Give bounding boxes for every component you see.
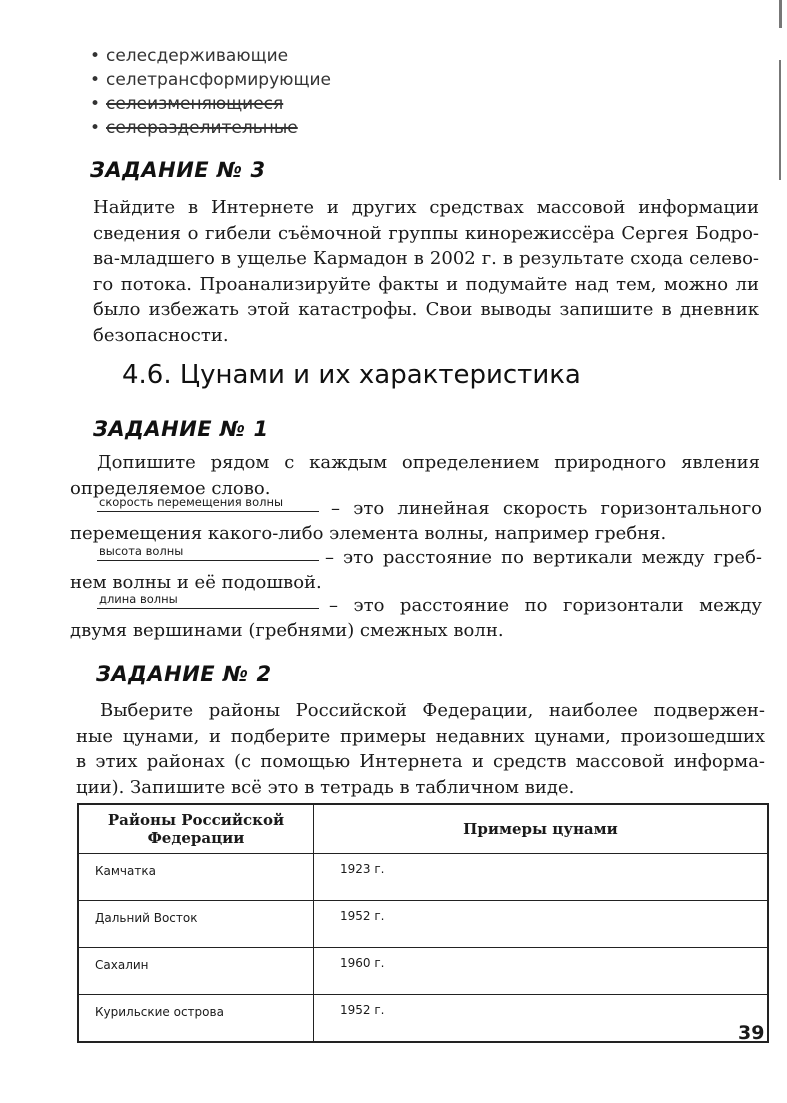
- scan-edge-mark: [779, 60, 781, 180]
- text-line: сведения о гибели съёмочной группы кинорежиссёра Сергея Бодро-: [93, 222, 759, 244]
- text-line: Выберите районы Российской Федерации, наиболее подвержен-: [100, 700, 765, 721]
- definition-continuation: перемещения какого-либо элемента волны, например гребня.: [70, 523, 667, 544]
- region-cell: Курильские острова: [78, 995, 314, 1043]
- tsunami-table: [77, 803, 769, 1043]
- answer-text: скорость перемещения волны: [99, 495, 284, 509]
- list-item-text: селетрансформирующие: [106, 70, 331, 90]
- text-line: Допишите рядом с каждым определением природного явления: [97, 452, 760, 473]
- text-line: ва-младшего в ущелье Кармадон в 2002 г. в результате схода селево-: [93, 248, 759, 269]
- text-line: Найдите в Интернете и других средствах массовой информации: [93, 197, 759, 218]
- text-line: ные цунами, и подберите примеры недавних цунами, произошедших: [76, 725, 765, 747]
- task1-intro: [70, 450, 760, 501]
- task2-heading: ЗАДАНИЕ № 2: [96, 662, 272, 686]
- definition-text: – это расстояние по вертикали между греб-: [325, 547, 762, 568]
- region-cell: Дальний Восток: [78, 901, 314, 948]
- task1-heading: ЗАДАНИЕ № 1: [93, 417, 269, 441]
- definition-continuation: нем волны и её подошвой.: [70, 572, 322, 593]
- list-item-text: селеразделительные: [106, 118, 298, 138]
- page-number: 39: [738, 1022, 765, 1044]
- definition-text: – это расстояние по горизонтали между: [329, 595, 762, 616]
- example-cell: 1952 г.: [314, 995, 769, 1043]
- column-header: Районы Российской Федерации: [78, 804, 314, 854]
- table-row: [78, 995, 768, 1043]
- text-line: безопасности.: [93, 324, 229, 346]
- text-line: го потока. Проанализируйте факты и подумайте над тем, можно ли: [93, 273, 759, 295]
- region-cell: Сахалин: [78, 948, 314, 995]
- example-cell: 1952 г.: [314, 901, 769, 948]
- definition-text: – это линейная скорость горизонтального: [331, 498, 762, 519]
- definition-continuation: двумя вершинами (гребнями) смежных волн.: [70, 620, 504, 641]
- answer-text: длина волны: [99, 592, 178, 606]
- table-row: [78, 854, 768, 901]
- definition-row: [97, 497, 762, 521]
- text-line: было избежать этой катастрофы. Свои выводы запишите в дневник: [93, 299, 759, 320]
- text-line: в этих районах (с помощью Интернета и средств массовой информа-: [76, 751, 765, 772]
- mudflow-structure-list: [90, 44, 331, 140]
- answer-field[interactable]: [97, 594, 319, 609]
- text-line: ции). Запишите всё это в тетрадь в табличном виде.: [76, 776, 575, 798]
- table-row: [78, 948, 768, 995]
- list-item: • селетрансформирующие: [90, 70, 331, 90]
- table-row: [78, 901, 768, 948]
- region-cell: Камчатка: [78, 854, 314, 901]
- answer-text: высота волны: [99, 544, 184, 558]
- definition-row: [97, 594, 762, 618]
- answer-field[interactable]: [97, 497, 319, 512]
- task2-text: [76, 698, 765, 800]
- list-item: • селеразделительные: [90, 118, 298, 138]
- definition-row: [97, 546, 762, 570]
- scan-edge-mark: [779, 0, 782, 28]
- task3-heading: ЗАДАНИЕ № 3: [90, 158, 266, 182]
- list-item-text: селесдерживающие: [106, 46, 289, 66]
- example-cell: 1960 г.: [314, 948, 769, 995]
- table-header-row: [78, 804, 768, 854]
- column-header: Примеры цунами: [314, 804, 769, 854]
- text-line: определяемое слово.: [70, 477, 271, 499]
- list-item-text: селеизменяющиеся: [106, 94, 284, 114]
- task3-text: [93, 195, 759, 348]
- example-cell: 1923 г.: [314, 854, 769, 901]
- list-item: • селесдерживающие: [90, 46, 289, 66]
- answer-field[interactable]: [97, 546, 319, 561]
- list-item: • селеизменяющиеся: [90, 94, 284, 114]
- section-title: 4.6. Цунами и их характеристика: [122, 360, 581, 390]
